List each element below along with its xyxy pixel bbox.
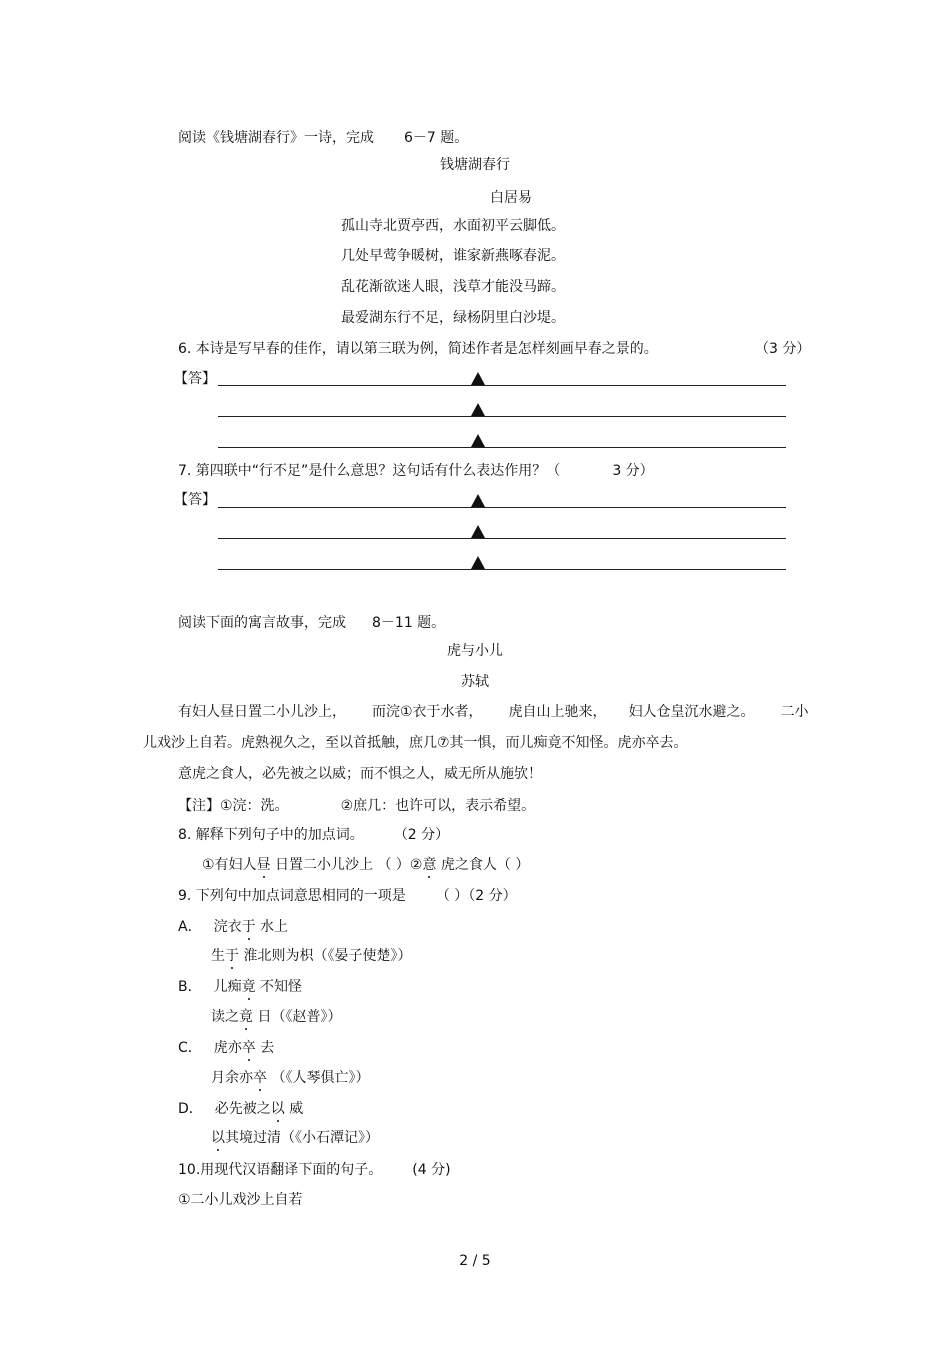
story-title: 虎与小儿 <box>447 643 503 659</box>
story-phrase: 妇人仓皇沉水避之。 <box>628 704 755 720</box>
poem-line-4: 最爱湖东行不足，绿杨阴里白沙堤。 <box>341 310 565 326</box>
option-text: 生 <box>211 948 225 964</box>
q7-answer-line-2[interactable] <box>218 538 786 539</box>
q7-text <box>178 461 654 481</box>
q8-item1-prefix: ①有妇人 <box>202 857 257 873</box>
q8-items <box>202 855 529 875</box>
option-letter: B． <box>178 979 202 995</box>
q9-question: 9. 下列句中加点词意思相同的一项是 <box>178 888 406 904</box>
q8-text <box>178 825 449 845</box>
poem-line-2: 几处早莺争暖树，谁家新燕啄春泥。 <box>341 248 565 264</box>
q8-score: （2 分） <box>393 827 450 843</box>
option-text: 威 <box>284 1101 304 1117</box>
q7-score: 3 分） <box>612 463 654 479</box>
poem-author: 白居易 <box>490 190 532 206</box>
triangle-marker-icon <box>471 525 485 538</box>
option-text: 淮北则为枳（《晏子使楚》） <box>239 948 412 964</box>
dotted-word: 卒 <box>253 1070 267 1086</box>
q6-answer-line-3[interactable] <box>218 447 786 448</box>
q9-text <box>178 886 517 906</box>
option-text: 去 <box>255 1040 275 1056</box>
q9-option-d <box>178 1099 303 1119</box>
option-text: （《人琴俱亡》） <box>267 1070 370 1086</box>
poem-line-1: 孤山寺北贾亭西，水面初平云脚低。 <box>341 218 565 234</box>
q10-score: (4 分) <box>412 1162 451 1178</box>
poem-line-3: 乱花渐欲迷人眼，浅草才能没马蹄。 <box>341 279 565 295</box>
q7-answer-line-1[interactable] <box>218 507 786 508</box>
dotted-word: 竟 <box>241 979 256 995</box>
page-number: 2 / 5 <box>459 1253 491 1269</box>
section2-intro <box>178 613 445 633</box>
section1-intro-range: 6－7 题。 <box>404 130 469 146</box>
q9-option-a-example <box>211 946 411 966</box>
q9-option-c-example <box>211 1068 369 1088</box>
dotted-word: 于 <box>241 919 256 935</box>
triangle-marker-icon <box>471 494 485 507</box>
q10-item1: ①二小儿戏沙上自若 <box>178 1192 303 1208</box>
option-letter: D． <box>178 1101 203 1117</box>
triangle-marker-icon <box>471 372 485 385</box>
note-2: ②庶几：也许可以，表示希望。 <box>340 798 536 814</box>
option-letter: A． <box>178 919 202 935</box>
note-1: 【注】①浣：洗。 <box>178 798 289 814</box>
section2-intro-text: 阅读下面的寓言故事，完成 <box>178 615 346 631</box>
q8-item1-rest: 日置二小儿沙上 （ ） <box>270 857 410 873</box>
story-notes <box>178 796 535 816</box>
q9-paren: （ ）（2 分） <box>435 888 517 904</box>
option-text: 水上 <box>255 919 289 935</box>
q6-score: （3 分） <box>755 341 811 357</box>
q10-text <box>178 1160 451 1180</box>
story-para1-line2: 儿戏沙上自若。虎熟视久之，至以首抵触，庶几⑦其一惧，而儿痴竟不知怪。虎亦卒去。 <box>143 735 688 751</box>
section1-intro-text: 阅读《钱塘湖春行》一诗，完成 <box>178 130 374 146</box>
option-text: 虎亦 <box>213 1040 242 1056</box>
story-phrase: 虎自山上驰来， <box>508 704 607 720</box>
dotted-word: 竟 <box>239 1009 253 1025</box>
section2-intro-range: 8－11 题。 <box>372 615 446 631</box>
q7-question: 7. 第四联中“行不足”是什么意思？这句话有什么表达作用？（ <box>178 463 561 479</box>
triangle-marker-icon <box>471 556 485 569</box>
story-para2: 意虎之食人，必先被之以威；而不惧之人，威无所从施欤！ <box>178 766 542 782</box>
q7-answer-label: 【答】 <box>174 492 216 508</box>
poem-title: 钱塘湖春行 <box>440 157 510 173</box>
dotted-word: 意 <box>422 857 437 873</box>
triangle-marker-icon <box>471 434 485 447</box>
section1-intro <box>178 128 468 148</box>
option-text: 浣衣 <box>213 919 242 935</box>
story-author: 苏轼 <box>461 674 489 690</box>
q6-answer-line-1[interactable] <box>218 385 786 386</box>
q9-option-c <box>178 1038 274 1058</box>
q9-option-b-example <box>211 1007 341 1027</box>
q8-item2-prefix: ② <box>409 857 423 873</box>
option-text: 其境过清（《小石潭记》） <box>225 1130 379 1146</box>
dotted-word: 以 <box>211 1130 225 1146</box>
option-text: 不知怪 <box>255 979 303 995</box>
story-phrase: 二小 <box>780 704 809 720</box>
q9-option-b <box>178 977 302 997</box>
dotted-word: 卒 <box>241 1040 256 1056</box>
option-text: 读之 <box>211 1009 239 1025</box>
story-para1-line1 <box>178 702 809 722</box>
option-letter: C． <box>178 1040 202 1056</box>
option-text: 儿痴 <box>213 979 242 995</box>
q6-text: 6. 本诗是写早春的佳作，请以第三联为例，简述作者是怎样刻画早春之景的。 <box>178 341 658 357</box>
q9-option-a <box>178 917 288 937</box>
option-text: 日（《赵普》） <box>253 1009 342 1025</box>
q8-question: 8. 解释下列句子中的加点词。 <box>178 827 364 843</box>
q6-answer-line-2[interactable] <box>218 416 786 417</box>
triangle-marker-icon <box>471 403 485 416</box>
q7-answer-line-3[interactable] <box>218 569 786 570</box>
story-phrase: 有妇人昼日置二小儿沙上， <box>178 704 346 720</box>
option-text: 必先被之 <box>214 1101 271 1117</box>
q8-item2-rest: 虎之食人（ ） <box>436 857 530 873</box>
dotted-word: 昼 <box>256 857 271 873</box>
story-phrase: 而浣①衣于水者， <box>372 704 483 720</box>
q6-answer-label: 【答】 <box>174 371 216 387</box>
option-text: 月余亦 <box>211 1070 253 1086</box>
q9-option-d-example <box>211 1128 379 1148</box>
dotted-word: 以 <box>270 1101 285 1117</box>
dotted-word: 于 <box>225 948 239 964</box>
q10-question: 10.用现代汉语翻译下面的句子。 <box>178 1162 383 1178</box>
